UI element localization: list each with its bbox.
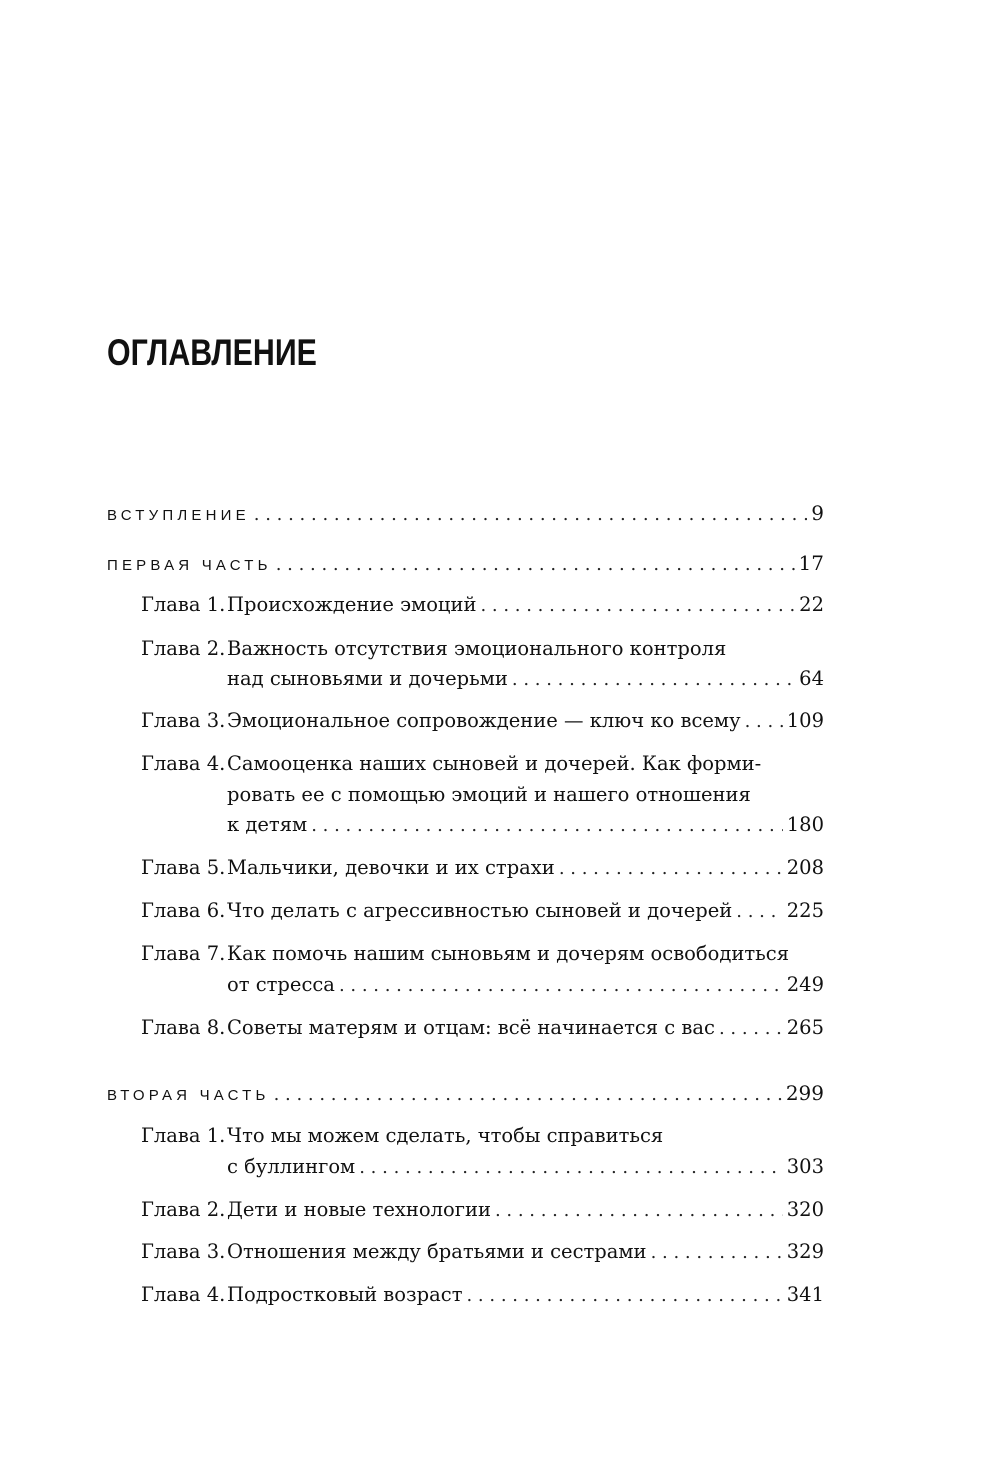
dot-leader [736, 901, 782, 922]
chapter-number: Глава 2. [141, 1198, 226, 1221]
toc-entry-part-1[interactable] [107, 551, 824, 575]
toc-entry-chapter[interactable] [141, 1198, 824, 1221]
page-title: ОГЛАВЛЕНИЕ [107, 332, 317, 373]
chapter-number: Глава 3. [141, 709, 226, 732]
dot-leader [512, 669, 795, 690]
dot-leader [274, 1084, 782, 1105]
page-number: 320 [786, 1198, 824, 1221]
chapter-number: Глава 1. [141, 593, 226, 616]
toc-entry-chapter-continued [227, 813, 824, 836]
page-number: 9 [811, 501, 824, 525]
page-number: 180 [786, 813, 824, 836]
page-number: 22 [799, 593, 824, 616]
part-label: ВТОРАЯ ЧАСТЬ [107, 1087, 270, 1104]
dot-leader [495, 1200, 783, 1221]
chapter-title: Важность отсутствия эмоционального контроля [227, 637, 727, 660]
page-number: 299 [785, 1081, 824, 1105]
toc-entry-intro[interactable] [107, 501, 824, 525]
page-number: 341 [786, 1283, 824, 1306]
chapter-number: Глава 4. [141, 1283, 226, 1306]
dot-leader [276, 554, 795, 575]
chapter-title: Самооценка наших сыновей и дочерей. Как форми- [227, 752, 762, 775]
part-label: ВСТУПЛЕНИЕ [107, 507, 250, 524]
dot-leader [480, 595, 795, 616]
chapter-number: Глава 2. [141, 637, 226, 660]
toc-entry-chapter[interactable] [141, 1124, 663, 1147]
page-number: 109 [786, 709, 824, 732]
chapter-title-line: к детям [227, 813, 308, 836]
toc-entry-chapter[interactable] [141, 709, 824, 732]
dot-leader [559, 858, 783, 879]
toc-entry-chapter[interactable] [141, 942, 789, 965]
chapter-title: Мальчики, девочки и их страхи [227, 856, 555, 879]
chapter-number: Глава 7. [141, 942, 226, 965]
dot-leader [311, 815, 783, 836]
chapter-number: Глава 4. [141, 752, 226, 775]
toc-entry-chapter-continued [227, 667, 824, 690]
dot-leader [719, 1018, 783, 1039]
chapter-title: Как помочь нашим сыновьям и дочерям освободиться [227, 942, 790, 965]
dot-leader [466, 1285, 782, 1306]
chapter-title-line: ровать ее с помощью эмоций и нашего отношения [227, 783, 751, 806]
chapter-title-line: от стресса [227, 973, 335, 996]
chapter-title: Отношения между братьями и сестрами [227, 1240, 647, 1263]
dot-leader [339, 975, 783, 996]
chapter-title: Советы матерям и отцам: всё начинается с вас [227, 1016, 715, 1039]
dot-leader [651, 1242, 783, 1263]
chapter-number: Глава 3. [141, 1240, 226, 1263]
chapter-number: Глава 1. [141, 1124, 226, 1147]
chapter-title: Эмоциональное сопровождение — ключ ко всему [227, 709, 741, 732]
page-number: 329 [786, 1240, 824, 1263]
page-number: 64 [799, 667, 824, 690]
toc-entry-chapter[interactable] [141, 856, 824, 879]
page-number: 208 [786, 856, 824, 879]
toc-entry-part-2[interactable] [107, 1081, 824, 1105]
toc-entry-chapter[interactable] [141, 1240, 824, 1263]
page-number: 225 [786, 899, 824, 922]
toc-entry-chapter[interactable] [141, 1283, 824, 1306]
page-number: 17 [798, 551, 824, 575]
page-number: 249 [786, 973, 824, 996]
toc-entry-chapter[interactable] [141, 637, 726, 660]
toc-entry-chapter[interactable] [141, 1016, 824, 1039]
chapter-title-line: с буллингом [227, 1155, 356, 1178]
chapter-title: Что мы можем сделать, чтобы справиться [227, 1124, 664, 1147]
chapter-title: Дети и новые технологии [227, 1198, 491, 1221]
chapter-title: Что делать с агрессивностью сыновей и дочерей [227, 899, 733, 922]
dot-leader [745, 711, 783, 732]
chapter-title: Происхождение эмоций [227, 593, 477, 616]
chapter-title-line: над сыновьями и дочерьми [227, 667, 508, 690]
toc-entry-chapter-continued [227, 1155, 824, 1178]
toc-entry-chapter[interactable] [141, 593, 824, 616]
page-number: 303 [786, 1155, 824, 1178]
chapter-title: Подростковый возраст [227, 1283, 463, 1306]
page-number: 265 [786, 1016, 824, 1039]
dot-leader [254, 504, 807, 525]
chapter-number: Глава 8. [141, 1016, 226, 1039]
toc-entry-chapter[interactable] [141, 899, 824, 922]
chapter-number: Глава 6. [141, 899, 226, 922]
toc-entry-chapter-continued [227, 973, 824, 996]
chapter-number: Глава 5. [141, 856, 226, 879]
dot-leader [359, 1157, 783, 1178]
part-label: ПЕРВАЯ ЧАСТЬ [107, 557, 272, 574]
toc-entry-chapter[interactable] [141, 752, 761, 775]
